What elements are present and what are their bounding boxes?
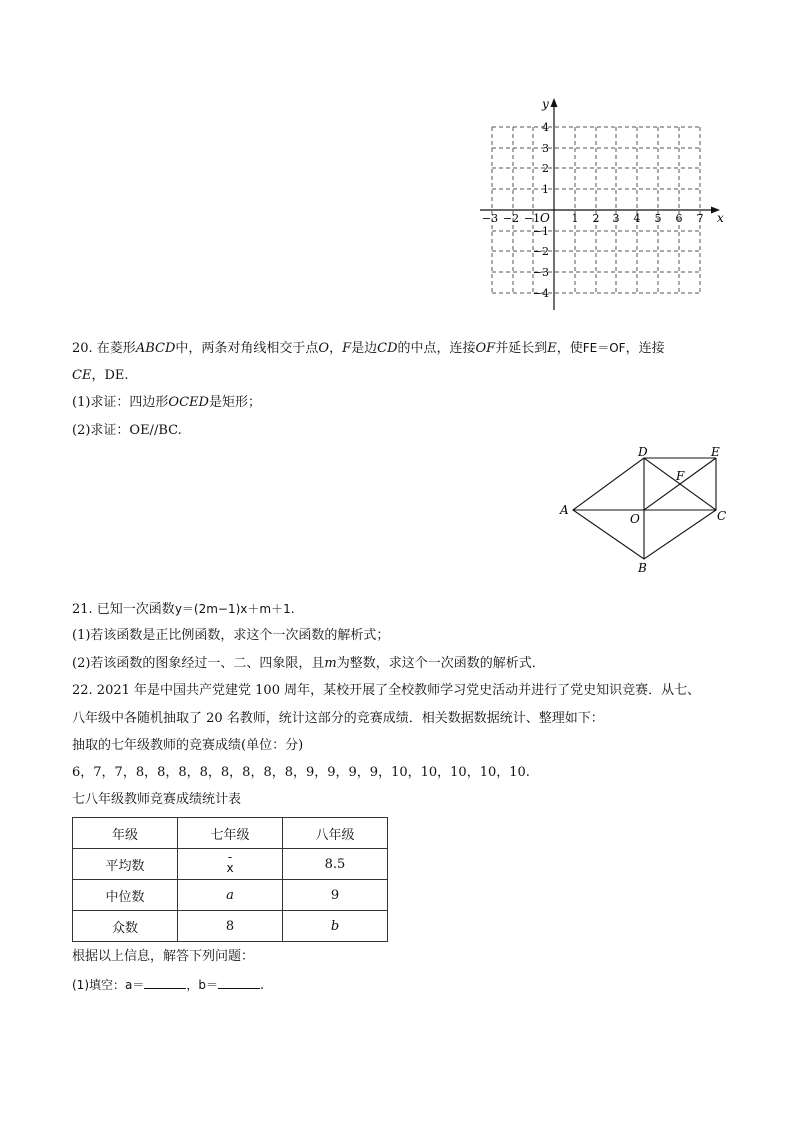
blank-a[interactable] <box>144 976 186 989</box>
q22-line-3: 抽取的七年级教师的竞赛成绩(单位：分) <box>72 738 304 753</box>
y-tick: 1 <box>542 183 549 196</box>
q22-line-2: 八年级中各随机抽取了 20 名教师，统计这部分的竞赛成绩．相关数据数据统计、整理如下： <box>72 711 604 726</box>
q21-part-1: (1)若该函数是正比例函数，求这个一次函数的解析式； <box>72 628 390 643</box>
table-header-row <box>73 818 388 849</box>
label-a: A <box>560 503 569 517</box>
y-tick: −1 <box>532 225 549 238</box>
y-tick: 2 <box>542 162 549 175</box>
table-cell <box>178 849 283 880</box>
table-cell: 众数 <box>73 911 178 942</box>
overline-mark: - <box>227 850 233 864</box>
table-row <box>73 880 388 911</box>
y-tick: 4 <box>542 121 549 134</box>
table-row <box>73 911 388 942</box>
label-b: B <box>638 561 647 575</box>
q20-line-2: CE，DE. <box>72 368 129 383</box>
table-cell: 9 <box>283 880 388 911</box>
y-tick: 3 <box>542 142 549 155</box>
blank-b[interactable] <box>218 976 260 989</box>
table-cell: a <box>178 880 283 911</box>
q20-part-1: (1)求证：四边形OCED是矩形； <box>72 395 261 410</box>
x-axis-label: x <box>717 211 724 225</box>
q22-line-1: 22. 2021 年是中国共产党建党 100 周年，某校开展了全校教师学习党史活动并进行了党史知识竞赛．从七、 <box>72 683 701 698</box>
y-tick: −2 <box>532 245 549 258</box>
x-bar-symbol: x <box>226 861 234 875</box>
y-tick: −4 <box>532 287 549 300</box>
q22-scores: 6，7，7，8，8，8，8，8，8，8，8，9，9，9，9，10，10，10，10，10. <box>72 765 530 780</box>
q22-fill-line: (1)填空：a＝ ，b＝ . <box>72 978 265 993</box>
table-cell: 8.5 <box>283 849 388 880</box>
table-header: 八年级 <box>283 818 388 849</box>
x-tick: 2 <box>592 212 600 225</box>
y-axis-arrow <box>551 98 558 107</box>
table-row <box>73 849 388 880</box>
table-cell: 平均数 <box>73 849 178 880</box>
label-f: F <box>676 469 685 483</box>
x-tick: −2 <box>502 212 520 225</box>
table-header: 年级 <box>73 818 178 849</box>
label-o: O <box>630 512 640 526</box>
rhombus-figure <box>555 445 735 580</box>
table-cell: 中位数 <box>73 880 178 911</box>
x-tick: −1 <box>523 212 541 225</box>
label-c: C <box>717 509 727 523</box>
axes <box>480 102 716 310</box>
x-tick: 1 <box>571 212 579 225</box>
q21-line-1: 21. 已知一次函数y＝(2m−1)x＋m＋1. <box>72 602 295 617</box>
q22-table-title: 七八年级教师竞赛成绩统计表 <box>72 792 242 807</box>
x-tick: 4 <box>633 212 641 225</box>
coordinate-grid <box>470 92 730 317</box>
stats-table <box>72 817 388 942</box>
q21-part-2: (2)若该函数的图象经过一、二、四象限，且m为整数，求这个一次函数的解析式． <box>72 656 545 671</box>
label-e: E <box>711 445 720 459</box>
q22-after-table: 根据以上信息，解答下列问题： <box>72 949 255 964</box>
y-tick: −3 <box>532 266 549 279</box>
x-tick: 5 <box>654 212 662 225</box>
x-tick: 3 <box>612 212 620 225</box>
y-axis-label: y <box>542 97 549 111</box>
x-tick: 7 <box>696 212 704 225</box>
table-header: 七年级 <box>178 818 283 849</box>
table-cell: b <box>283 911 388 942</box>
q20-line-1: 20. 在菱形ABCD中，两条对角线相交于点O，F是边CD的中点，连接OF并延长到E，使FE＝OF，连接 <box>72 341 665 356</box>
x-tick-labels <box>482 212 704 225</box>
q20-part-2: (2)求证：OE//BC. <box>72 423 182 438</box>
x-tick: 6 <box>675 212 683 225</box>
table-cell: 8 <box>178 911 283 942</box>
label-d: D <box>638 445 648 459</box>
origin-label: O <box>540 211 550 225</box>
x-tick: −3 <box>481 212 499 225</box>
